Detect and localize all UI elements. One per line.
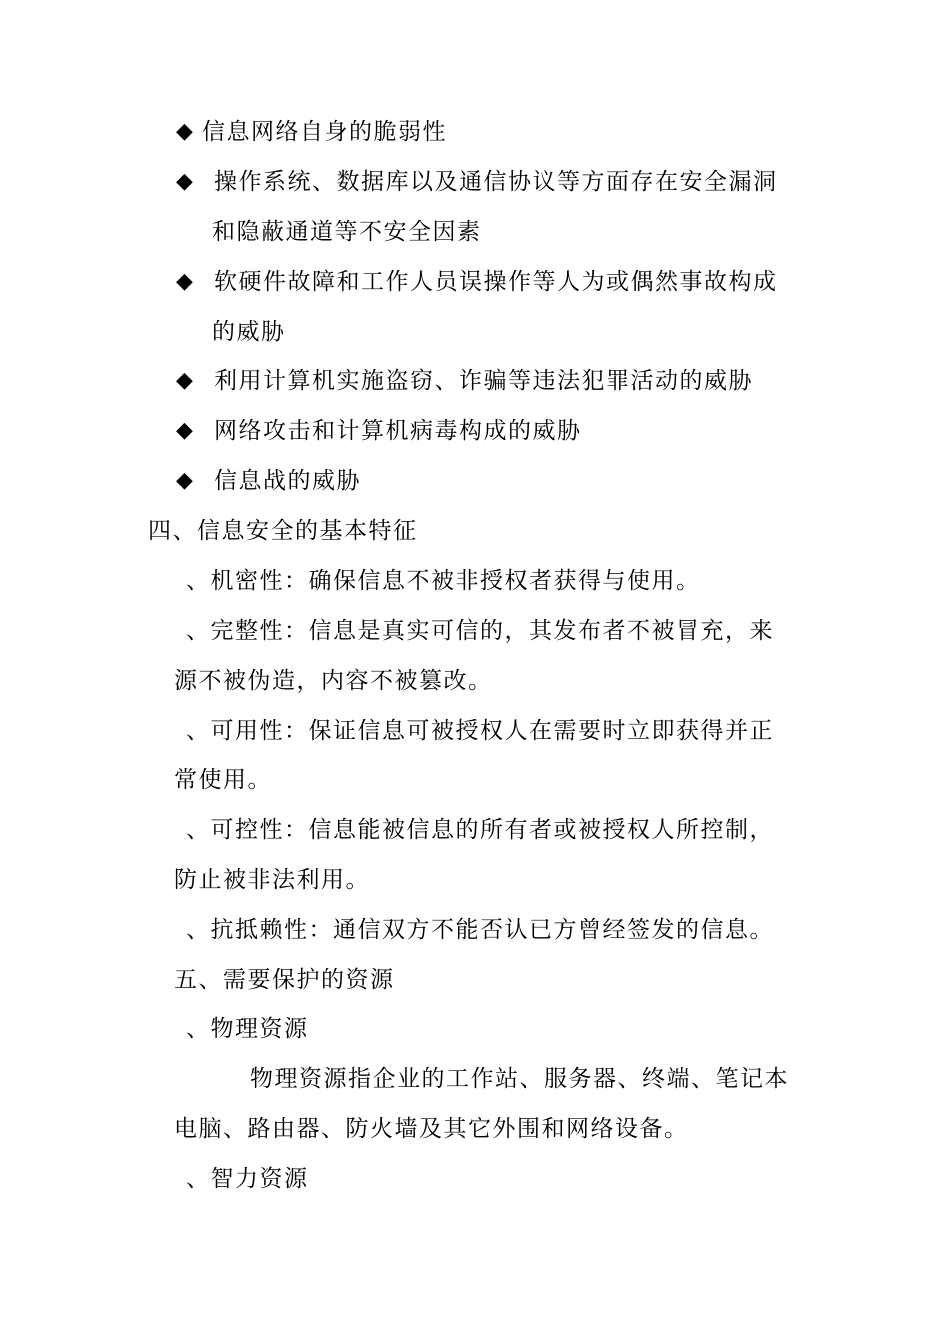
bullet-item: 利用计算机实施盗窃、诈骗等违法犯罪活动的威胁 bbox=[214, 368, 753, 394]
paragraph-line: 常使用。 bbox=[174, 767, 272, 793]
paragraph-line: 物理资源指企业的工作站、服务器、终端、笔记本 bbox=[250, 1066, 789, 1092]
subsection-heading: 、智力资源 bbox=[186, 1166, 309, 1192]
diamond-bullet-icon: ◆ bbox=[176, 269, 193, 294]
paragraph-line: 源不被伪造，内容不被篡改。 bbox=[174, 668, 493, 694]
bullet-item: 网络攻击和计算机病毒构成的威胁 bbox=[214, 418, 582, 444]
section-heading: 四、信息安全的基本特征 bbox=[148, 518, 418, 544]
bullet-item-continuation: 和隐蔽通道等不安全因素 bbox=[212, 219, 482, 245]
diamond-bullet-icon: ◆ bbox=[176, 418, 193, 443]
bullet-item-continuation: 的威胁 bbox=[212, 319, 286, 345]
bullet-item: 信息战的威胁 bbox=[214, 468, 361, 494]
paragraph-line: 电脑、路由器、防火墙及其它外围和网络设备。 bbox=[174, 1116, 689, 1142]
section-heading: 五、需要保护的资源 bbox=[174, 967, 395, 993]
bullet-item: 操作系统、数据库以及通信协议等方面存在安全漏洞 bbox=[214, 169, 778, 195]
paragraph-line: 、抗抵赖性：通信双方不能否认已方曾经签发的信息。 bbox=[186, 917, 774, 943]
paragraph-line: 、可控性：信息能被信息的所有者或被授权人所控制， bbox=[186, 817, 774, 843]
paragraph-line: 防止被非法利用。 bbox=[174, 867, 370, 893]
diamond-bullet-icon: ◆ bbox=[176, 368, 193, 393]
diamond-bullet-icon: ◆ bbox=[176, 468, 193, 493]
paragraph-line: 、可用性：保证信息可被授权人在需要时立即获得并正 bbox=[186, 718, 774, 744]
subsection-heading: 、物理资源 bbox=[186, 1016, 309, 1042]
paragraph-line: 、完整性：信息是真实可信的，其发布者不被冒充，来 bbox=[186, 618, 774, 644]
bullet-item: 信息网络自身的脆弱性 bbox=[202, 119, 447, 145]
bullet-item: 软硬件故障和工作人员误操作等人为或偶然事故构成 bbox=[214, 269, 778, 295]
diamond-bullet-icon: ◆ bbox=[176, 119, 193, 144]
diamond-bullet-icon: ◆ bbox=[176, 169, 193, 194]
paragraph-line: 、机密性：确保信息不被非授权者获得与使用。 bbox=[186, 568, 701, 594]
